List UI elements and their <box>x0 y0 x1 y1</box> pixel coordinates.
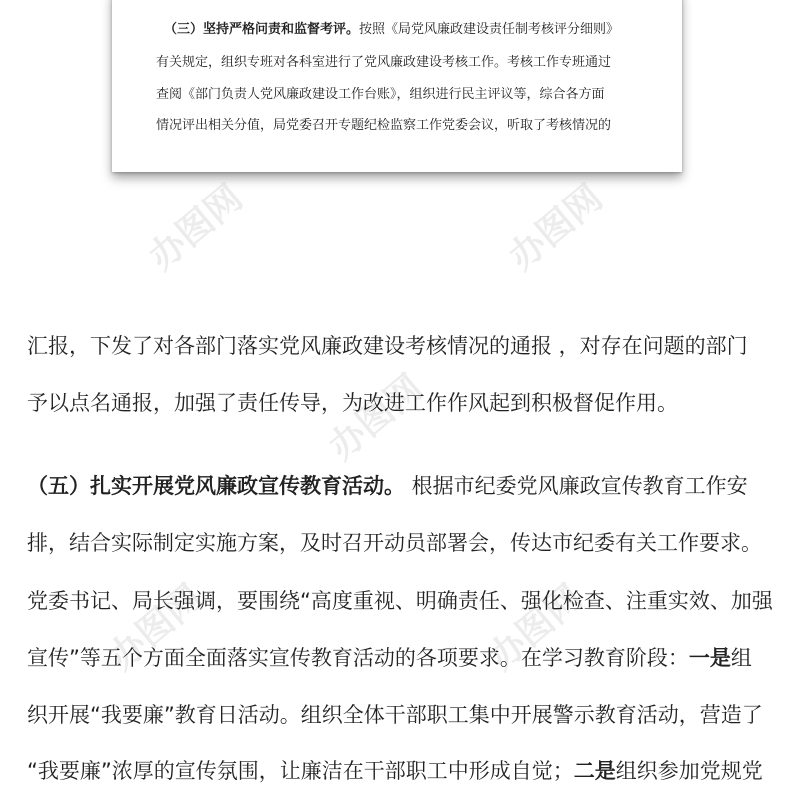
watermark: 办图网 <box>481 577 591 679</box>
emphasis-second: 二是 <box>573 759 616 783</box>
body-line-8-end: 组织参加党规党 <box>615 759 763 783</box>
preview-line-1 <box>164 22 619 38</box>
body-line-6-text: 宣传”等五个方面全面落实宣传教育活动的各项要求。在学习教育阶段： <box>27 646 689 670</box>
preview-heading: （三）坚持严格问责和监督考评。 <box>164 22 360 37</box>
watermark: 办图网 <box>501 177 611 279</box>
emphasis-first: 一是 <box>688 646 731 670</box>
body-line-3 <box>27 473 748 499</box>
body-line-8-text: “我要廉”浓厚的宣传氛围，让廉洁在干部职工中形成自觉； <box>27 759 574 783</box>
document-preview-card <box>112 0 682 172</box>
body-line-8 <box>27 758 763 784</box>
body-line-4: 排，结合实际制定实施方案，及时召开动员部署会，传达市纪委有关工作要求。 <box>27 531 762 555</box>
watermark: 办图网 <box>101 577 211 679</box>
body-line-7: 织开展“我要廉”教育日活动。组织全体干部职工集中开展警示教育活动，营造了 <box>27 703 763 727</box>
body-line-3-text: 根据市纪委党风廉政宣传教育工作安 <box>405 474 748 498</box>
body-line-5: 党委书记、局长强调，要围绕“高度重视、明确责任、强化检查、注重实效、加强 <box>27 589 773 613</box>
preview-line-4: 情况评出相关分值，局党委召开专题纪检监察工作党委会议，听取了考核情况的 <box>156 118 612 133</box>
body-line-6 <box>27 645 752 671</box>
preview-line-2: 有关规定，组织专班对各科室进行了党风廉政建设考核工作。考核工作专班通过 <box>156 55 612 70</box>
watermark: 办图网 <box>141 177 251 279</box>
preview-line-3: 查阅《部门负责人党风廉政建设工作台账》，组织进行民主评议等，综合各方面 <box>156 87 605 102</box>
preview-line-1-text: 按照《局党风廉政建设责任制考核评分细则》 <box>359 22 620 37</box>
section-heading: （五）扎实开展党风廉政宣传教育活动。 <box>27 474 405 498</box>
body-line-1: 汇报，下发了对各部门落实党风廉政建设考核情况的通报 ，对存在问题的部门 <box>27 334 748 358</box>
body-line-2: 予以点名通报，加强了责任传导，为改进工作作风起到积极督促作用。 <box>27 391 678 415</box>
watermark: 办图网 <box>321 367 431 469</box>
body-line-6-end: 组 <box>730 646 752 670</box>
